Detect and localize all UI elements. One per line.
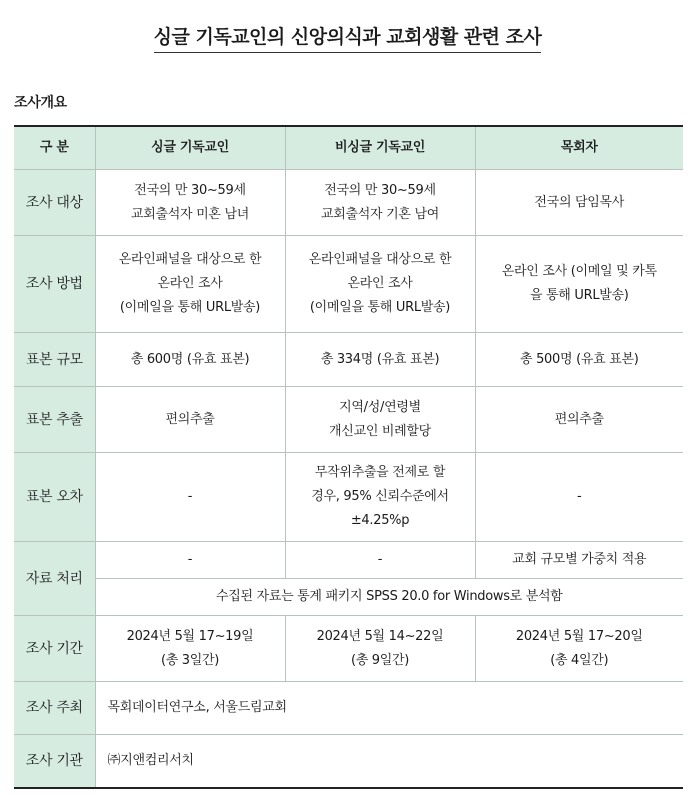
table-row bbox=[14, 453, 683, 542]
row-label: 조사 방법 bbox=[14, 236, 95, 333]
cell: 목회데이터연구소, 서울드림교회 bbox=[95, 682, 683, 735]
cell bbox=[285, 616, 475, 682]
cell-line: 2024년 5월 17~19일 bbox=[126, 628, 254, 644]
cell bbox=[475, 616, 683, 682]
cell-line: 2024년 5월 14~22일 bbox=[316, 628, 444, 644]
cell-line: 온라인 조사 (이메일 및 카톡 bbox=[501, 264, 657, 279]
row-label: 표본 오차 bbox=[14, 453, 95, 542]
row-label: 조사 기관 bbox=[14, 735, 95, 788]
cell bbox=[475, 236, 683, 333]
cell: 총 334명 (유효 표본) bbox=[285, 333, 475, 387]
cell bbox=[475, 170, 683, 236]
table-row bbox=[14, 236, 683, 333]
merged-cell: 수집된 자료는 통계 패키지 SPSS 20.0 for Windows로 분석함 bbox=[95, 579, 683, 616]
cell-line: (이메일을 통해 URL발송) bbox=[119, 300, 261, 315]
cell-line: 온라인 조사 bbox=[347, 276, 413, 291]
cell bbox=[285, 170, 475, 236]
row-label: 조사 기간 bbox=[14, 616, 95, 682]
table-row bbox=[14, 616, 683, 682]
cell: 편의추출 bbox=[95, 387, 285, 453]
row-label: 표본 추출 bbox=[14, 387, 95, 453]
cell bbox=[285, 387, 475, 453]
cell: - bbox=[95, 453, 285, 542]
cell-line: 온라인패널을 대상으로 한 bbox=[118, 252, 262, 267]
cell-line: 전국의 만 30~59세 bbox=[134, 182, 246, 198]
header-single: 싱글 기독교인 bbox=[95, 126, 285, 170]
cell-line: 지역/성/연령별 bbox=[339, 399, 421, 415]
survey-overview-table bbox=[14, 125, 683, 789]
cell bbox=[95, 170, 285, 236]
title-underline bbox=[154, 52, 541, 53]
table-row bbox=[14, 682, 683, 735]
cell bbox=[95, 236, 285, 333]
cell-line: ±4.25%p bbox=[350, 513, 410, 528]
cell-line: 교회출석자 기혼 남여 bbox=[321, 206, 439, 222]
cell-line: (이메일을 통해 URL발송) bbox=[309, 300, 451, 315]
cell bbox=[285, 236, 475, 333]
row-label: 조사 주최 bbox=[14, 682, 95, 735]
table-header-row bbox=[14, 126, 683, 170]
cell: 총 600명 (유효 표본) bbox=[95, 333, 285, 387]
cell-line: 교회출석자 미혼 남녀 bbox=[131, 206, 249, 222]
cell-line: (총 3일간) bbox=[160, 652, 220, 668]
row-label: 자료 처리 bbox=[14, 542, 95, 616]
table-row bbox=[14, 579, 683, 616]
cell-line: 을 통해 URL발송) bbox=[529, 288, 629, 303]
cell: - bbox=[475, 453, 683, 542]
cell-line: (총 9일간) bbox=[350, 652, 410, 668]
section-title: 조사개요 bbox=[14, 95, 67, 111]
header-nonsingle: 비싱글 기독교인 bbox=[285, 126, 475, 170]
header-category: 구 분 bbox=[14, 126, 95, 170]
cell bbox=[285, 453, 475, 542]
cell-line: 온라인 조사 bbox=[157, 276, 223, 291]
page-title: 싱글 기독교인의 신앙의식과 교회생활 관련 조사 bbox=[153, 26, 542, 48]
cell-line: 무작위추출을 전제로 할 bbox=[314, 465, 446, 480]
table-row bbox=[14, 170, 683, 236]
cell-line: 전국의 담임목사 bbox=[534, 194, 625, 210]
cell-line: 전국의 만 30~59세 bbox=[324, 182, 436, 198]
cell: 교회 규모별 가중치 적용 bbox=[475, 542, 683, 579]
table-row bbox=[14, 735, 683, 788]
table-row bbox=[14, 542, 683, 579]
row-label: 표본 규모 bbox=[14, 333, 95, 387]
cell-line: 개신교인 비례할당 bbox=[329, 423, 431, 439]
table-row bbox=[14, 387, 683, 453]
cell-line: 온라인패널을 대상으로 한 bbox=[308, 252, 452, 267]
cell-line: 경우, 95% 신뢰수준에서 bbox=[311, 489, 449, 504]
header-pastor: 목회자 bbox=[475, 126, 683, 170]
table-row bbox=[14, 333, 683, 387]
cell: ㈜지앤컴리서치 bbox=[95, 735, 683, 788]
cell: 편의추출 bbox=[475, 387, 683, 453]
cell bbox=[95, 616, 285, 682]
cell: 총 500명 (유효 표본) bbox=[475, 333, 683, 387]
cell-line: 2024년 5월 17~20일 bbox=[515, 628, 643, 644]
cell: - bbox=[285, 542, 475, 579]
cell-line: (총 4일간) bbox=[550, 652, 609, 668]
row-label: 조사 대상 bbox=[14, 170, 95, 236]
cell: - bbox=[95, 542, 285, 579]
